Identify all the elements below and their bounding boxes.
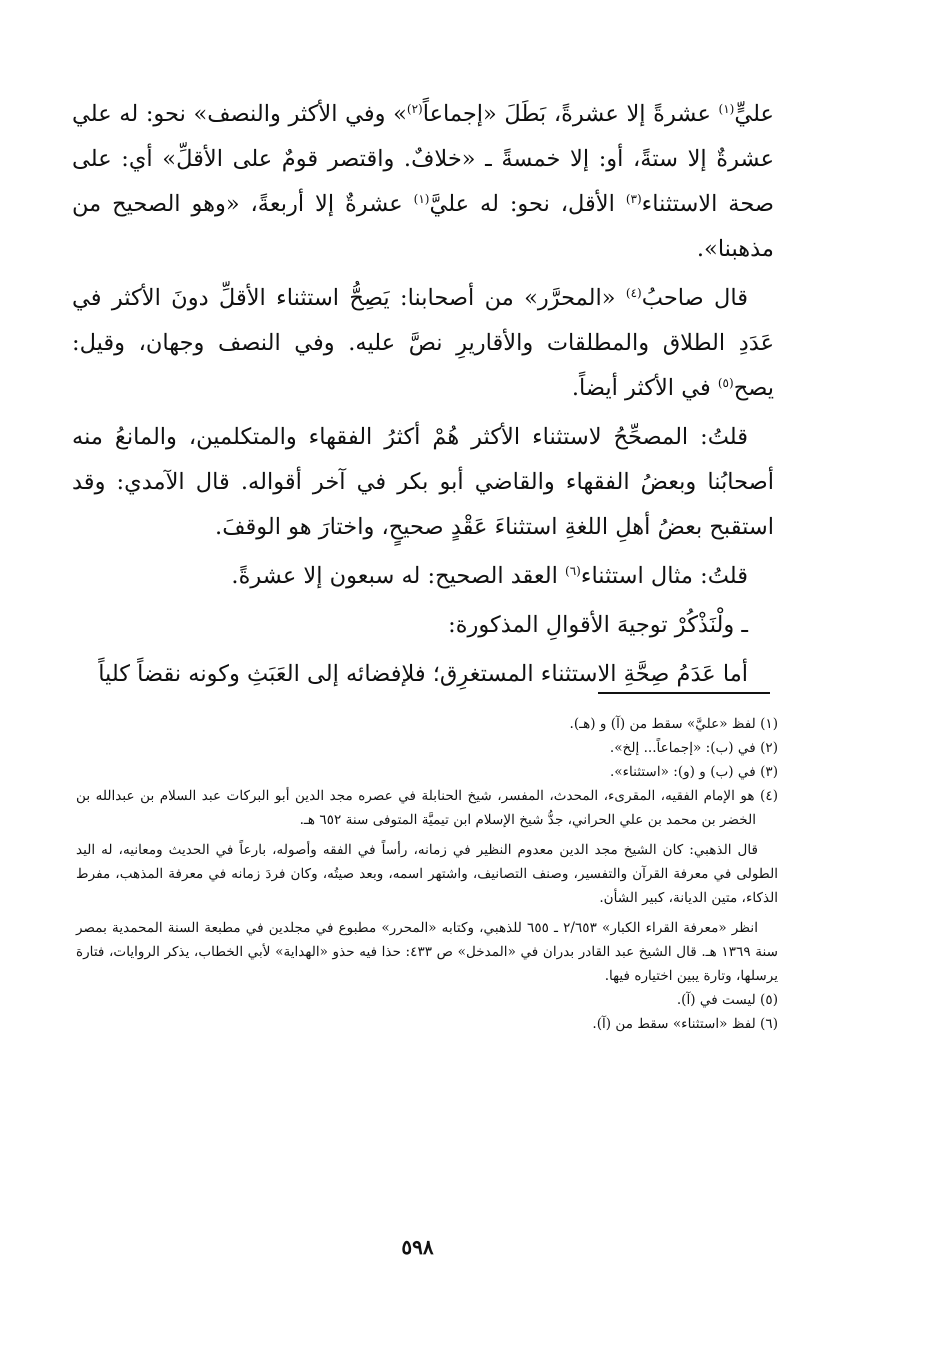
footnote-3: (٣) في (ب) و (و): «استثناء».	[609, 764, 778, 780]
footnotes	[76, 712, 778, 1036]
text-run: » وفي الأكثر والنصف» نحو: له علي عشرةٌ إلا ستةً، أو: إلا خمسةً ـ «خلافٌ. واقتصر قومٌ على الأقلِّ» أي: على صحة الاستثناء	[72, 101, 774, 217]
text-run: عشرةً إلا عشرةً، بَطَلَ «إجماعاً	[422, 101, 719, 127]
text-run: قال صاحبُ	[641, 285, 748, 311]
paragraph-2	[72, 276, 774, 411]
footnote-marker: (٥)	[717, 376, 734, 390]
footnote-1: (١) لفظ «عليَّ» سقط من (آ) و (هـ).	[569, 716, 778, 732]
text-run: في الأكثر أيضاً.	[571, 375, 718, 401]
text-run: الأقل، نحو: له عليَّ	[429, 191, 626, 217]
footnote-separator	[598, 692, 770, 694]
footnote-6: (٦) لفظ «استثناء» سقط من (آ).	[592, 1016, 778, 1032]
footnote-marker: (٦)	[565, 564, 581, 578]
footnote-marker: (٣)	[625, 192, 642, 206]
footnote-marker: (٢)	[406, 102, 423, 116]
text-run: عشرةٌ إلا أربعةً، «وهو الصحيح من مذهبنا».	[72, 191, 774, 262]
footnote-marker: (١)	[413, 192, 430, 206]
text-run: أما عَدَمُ صِحَّةِ الاستثناء المستغرِق؛ فلإفضائه إلى العَبَثِ وكونه نقضاً كلياً	[98, 661, 748, 687]
paragraph-1	[72, 92, 774, 272]
footnote-marker: (١)	[718, 102, 735, 116]
text-run: عليٍّ	[734, 101, 774, 127]
main-text	[72, 92, 774, 697]
paragraph-3	[72, 415, 774, 550]
paragraph-5	[72, 603, 774, 648]
page-number: ٥٩٨	[401, 1235, 434, 1259]
paragraph-4	[72, 554, 774, 599]
footnote-2: (٢) في (ب): «إجماعاً... إلخ».	[609, 740, 778, 756]
paragraph-6	[72, 652, 774, 697]
footnote-4: (٤) هو الإمام الفقيه، المقرىء، المحدث، المفسر، شيخ الحنابلة في عصره مجد الدين أبو البركات عبد السلام بن عبدالله بن الخضر بن محمد بن علي الحراني، جدُّ شيخ الإسلام ابن تيميَّة المتوفى سنة ٦٥٢ هـ.	[76, 788, 778, 828]
footnote-5: (٥) ليست في (آ).	[676, 992, 778, 1008]
footnote-4-quote: قال الذهبي: كان الشيخ مجد الدين معدوم النظير في زمانه، رأساً في الفقه وأصوله، بارعاً في الحديث ومعانيه، له اليد الطولى في معرفة القرآن والتفسير، وصنف التصانيف، واشتهر اسمه، وبعد صيتُه، وكان فردَ زمانه في معرفة المذهب، مفرط الذكاء، متين الديانة، كبير الشأن.	[76, 842, 778, 906]
text-run: العقد الصحيح: له سبعون إلا عشرةً.	[231, 563, 566, 589]
text-run: قلتُ: المصحِّحُ لاستثناء الأكثر هُمْ أكثرُ الفقهاء والمتكلمين، والمانعُ منه أصحابُنا وبعضُ الفقهاء والقاضي أبو بكر في آخر أقواله. قال الآمدي: وقد استقبح بعضُ أهلِ اللغةِ استثناءَ عَقْدٍ صحيحٍ، واختارَ هو الوقفَ.	[72, 424, 774, 540]
footnote-4-refs: انظر «معرفة القراء الكبار» ٢/٦٥٣ ـ ٦٥٥ للذهبي، وكتابه «المحرر» مطبوع في مجلدين في مطبعة السنة المحمدية بمصر سنة ١٣٦٩ هـ. قال الشيخ عبد القادر بدران في «المدخل» ص ٤٣٣: حذا فيه حذو «الهداية» لأبي الخطاب، يذكر الروايات، فتارة يرسلها، وتارة يبين اختياره فيها.	[76, 920, 779, 984]
text-run: قلتُ: مثال استثناء	[580, 563, 748, 589]
text-run: «المحرَّر» من أصحابنا: يَصِحُّ استثناء الأقلِّ دونَ الأكثر في عَدَدِ الطلاق والمطلقات والأقاريرِ نصَّ عليه. وفي النصف وجهان، وقيل: يصح	[72, 285, 774, 401]
text-run: ـ ولْنَذْكُرْ توجيهَ الأقوالِ المذكورة:	[448, 612, 748, 638]
footnote-marker: (٤)	[625, 286, 642, 300]
